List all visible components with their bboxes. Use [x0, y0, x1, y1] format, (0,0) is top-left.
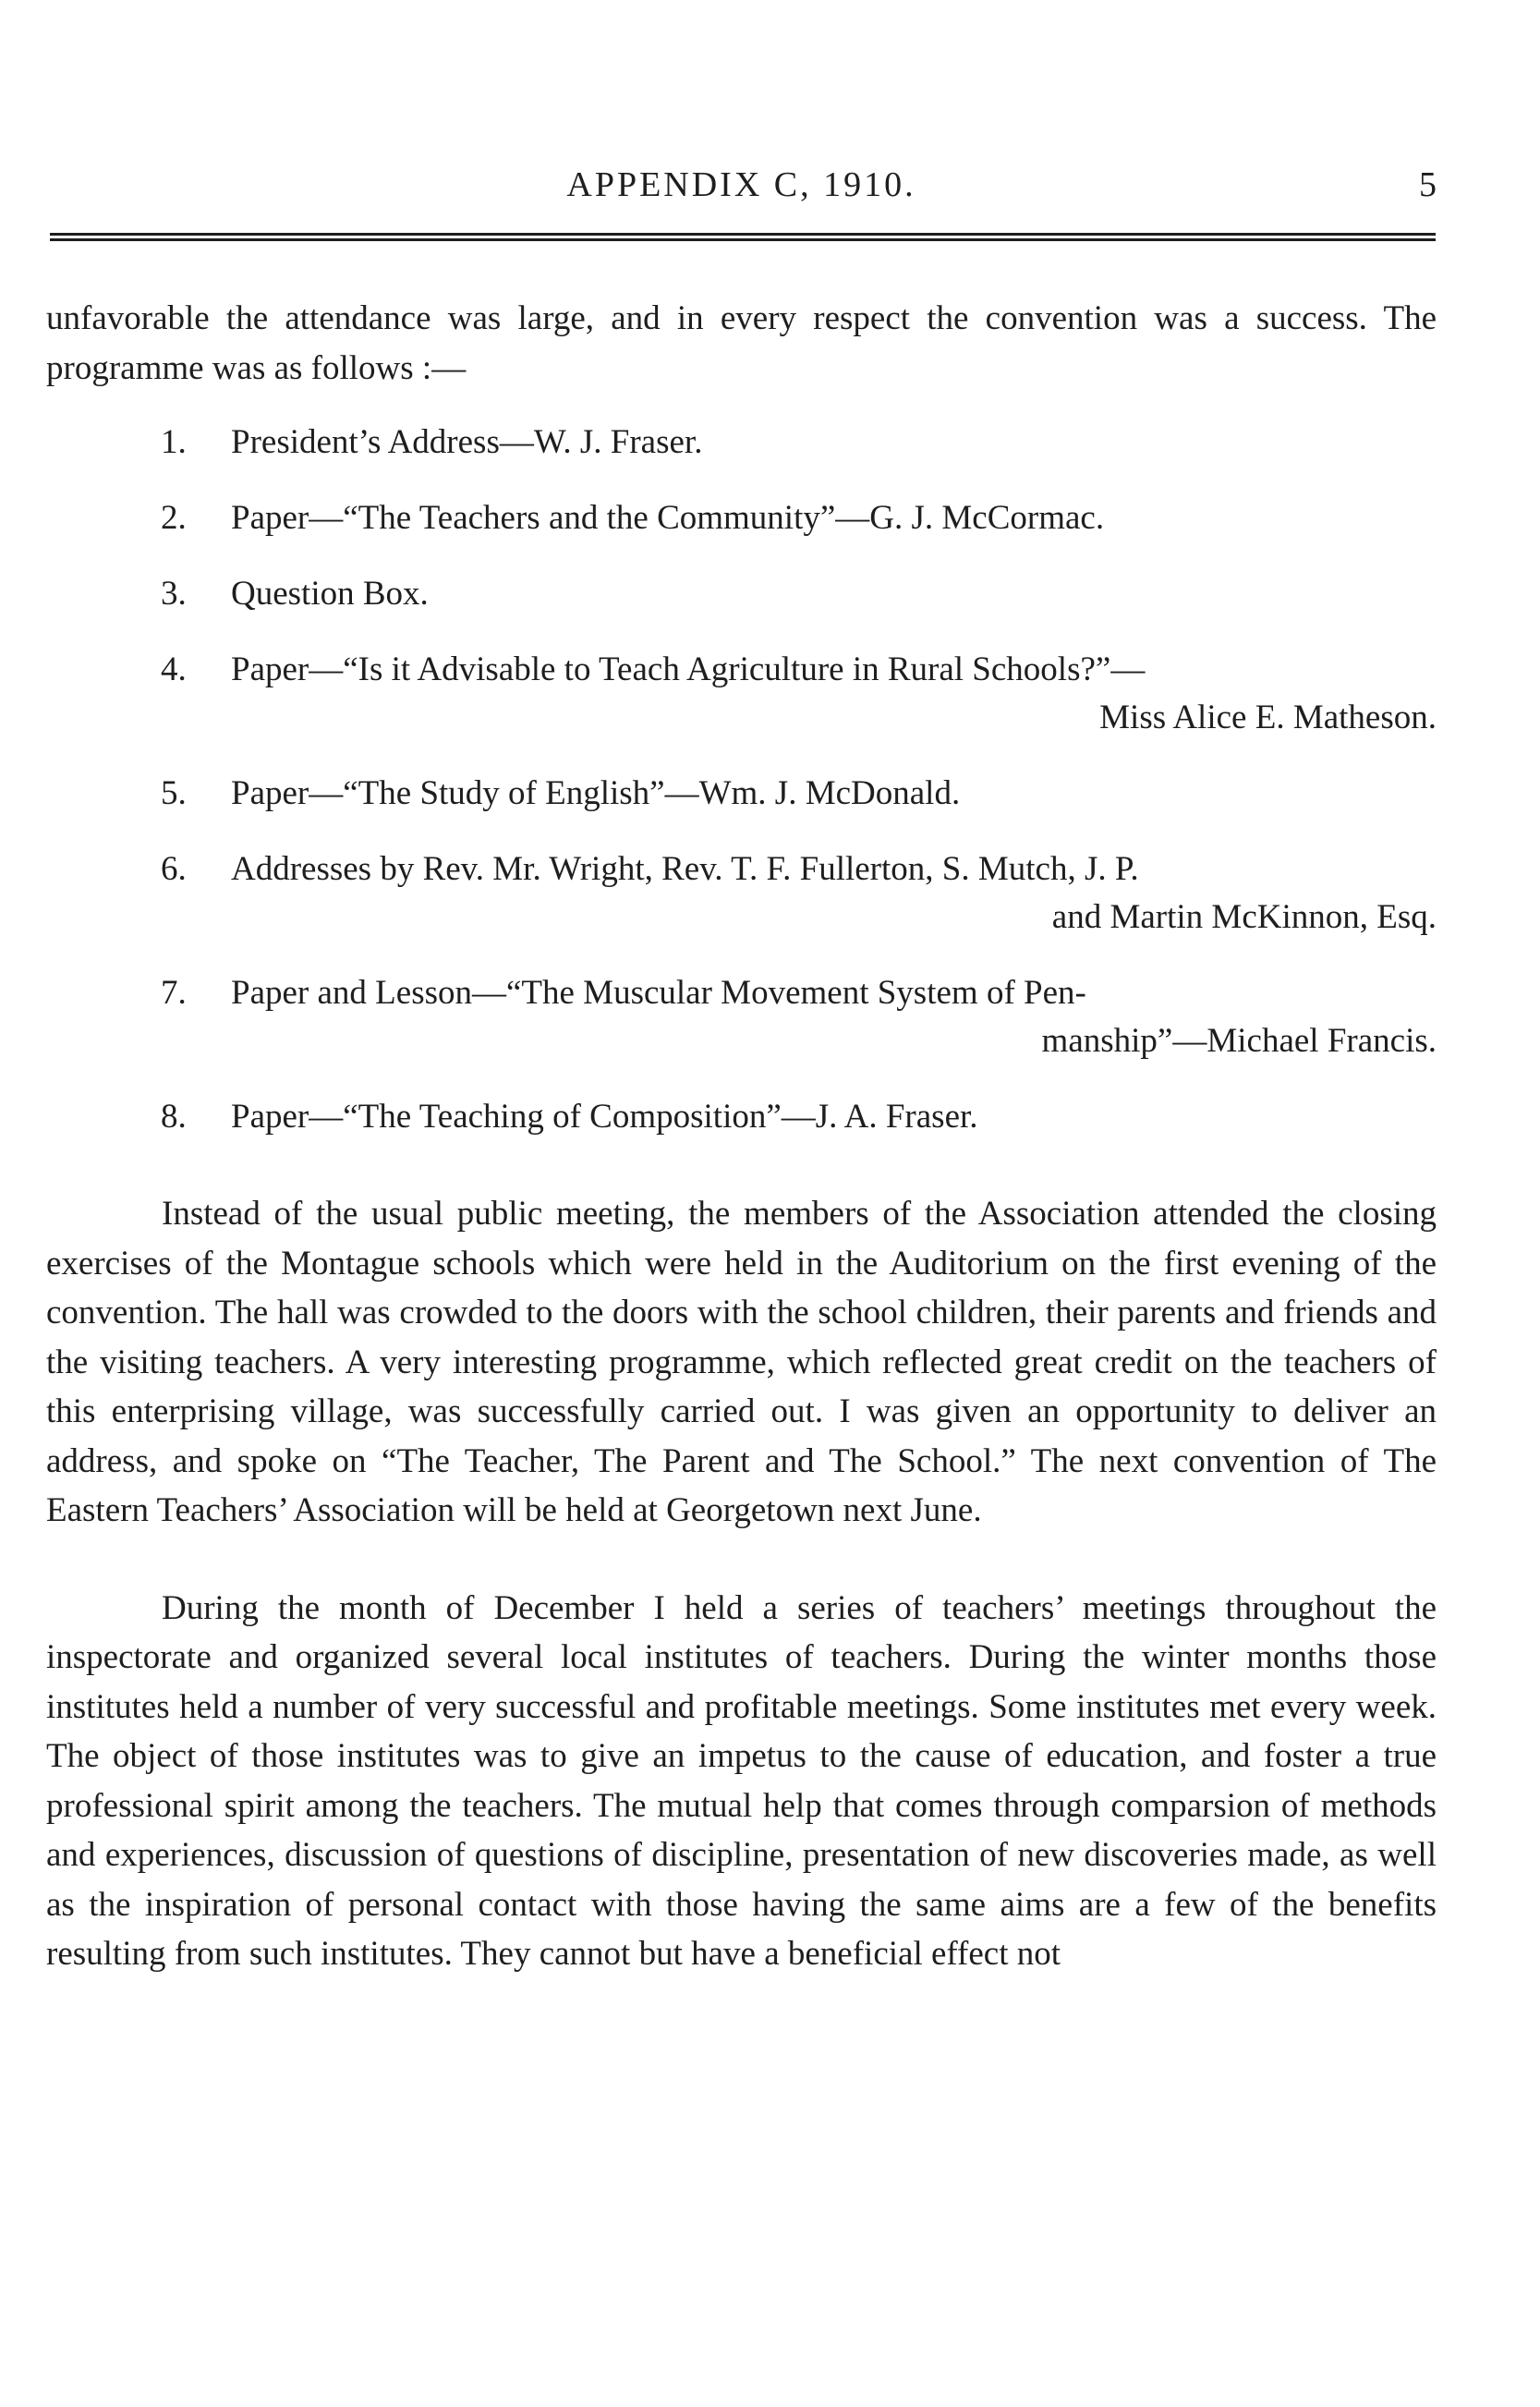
paragraph-closing-exercises: Instead of the usual public meeting, the members of the Association attended the closing exercises of the Montague schools which were held in the Auditorium on the first evening of the convention. The hall was crowded to the doors with the school children, their parents and friends and the visiting teachers. A very interesting programme, which reflected great credit on the teachers of this enterprising village, was successfully carried out. I was given an opportunity to deliver an address, and spoke on “The Teacher, The Parent and The School.” The next convention of The Eastern Teachers’ Association will be held at Georgetown next June.	[46, 1195, 1437, 1529]
programme-item-number: 1.	[161, 423, 187, 461]
programme-item	[46, 494, 1437, 542]
body-text	[46, 294, 1437, 1979]
running-header	[46, 164, 1437, 211]
programme-item	[46, 969, 1437, 1065]
page-number: 5	[1419, 165, 1437, 204]
programme-item	[46, 419, 1437, 467]
programme-item-continuation: manship”—Michael Francis.	[1041, 1022, 1437, 1060]
programme-item	[46, 845, 1437, 942]
programme-item-text: Addresses by Rev. Mr. Wright, Rev. T. F. Fullerton, S. Mutch, J. P.	[231, 850, 1139, 888]
programme-item-continuation: Miss Alice E. Matheson.	[1099, 699, 1437, 736]
programme-item-text: Paper—“The Teaching of Composition”—J. A. Fraser.	[231, 1098, 978, 1136]
programme-item-text: Question Box.	[231, 575, 429, 613]
programme-item-text: Paper and Lesson—“The Muscular Movement System of Pen-	[231, 974, 1086, 1012]
paragraph-institutes: During the month of December I held a series of teachers’ meetings throughout the inspectorate and organized several local institutes of teachers. During the winter months those institutes held a number of very successful and profitable meetings. Some institutes met every week. The object of those institutes was to give an impetus to the cause of education, and foster a true professional spirit among the teachers. The mutual help that comes through comparsion of methods and experiences, discussion of questions of discipline, presentation of new discoveries made, as well as the inspiration of personal contact with those having the same aims are a few of the benefits resulting from such institutes. They cannot but have a beneficial effect not	[46, 1588, 1437, 1973]
header-title: APPENDIX C, 1910.	[566, 165, 916, 204]
programme-item-number: 2.	[161, 499, 187, 537]
programme-item-text: Paper—“Is it Advisable to Teach Agriculture in Rural Schools?”—	[231, 650, 1146, 688]
programme-item-number: 8.	[161, 1098, 187, 1136]
programme-item-number: 3.	[161, 575, 187, 613]
programme-item	[46, 1093, 1437, 1141]
programme-item-text: Paper—“The Study of English”—Wm. J. McDonald.	[231, 774, 961, 812]
programme-item-number: 5.	[161, 774, 187, 812]
programme-item-number: 4.	[161, 650, 187, 688]
programme-item-text: Paper—“The Teachers and the Community”—G. J. McCormac.	[231, 499, 1105, 537]
header-rule	[50, 233, 1436, 241]
programme-item	[46, 770, 1437, 818]
programme-item-text: President’s Address—W. J. Fraser.	[231, 423, 703, 461]
programme-item	[46, 570, 1437, 618]
programme-list	[46, 419, 1437, 1141]
programme-item-number: 6.	[161, 850, 187, 888]
programme-item-number: 7.	[161, 974, 187, 1012]
intro-paragraph: unfavorable the attendance was large, and in every respect the convention was a success. The programme was as follows :—	[46, 299, 1437, 387]
programme-item-continuation: and Martin McKinnon, Esq.	[1051, 898, 1437, 936]
programme-item	[46, 646, 1437, 742]
